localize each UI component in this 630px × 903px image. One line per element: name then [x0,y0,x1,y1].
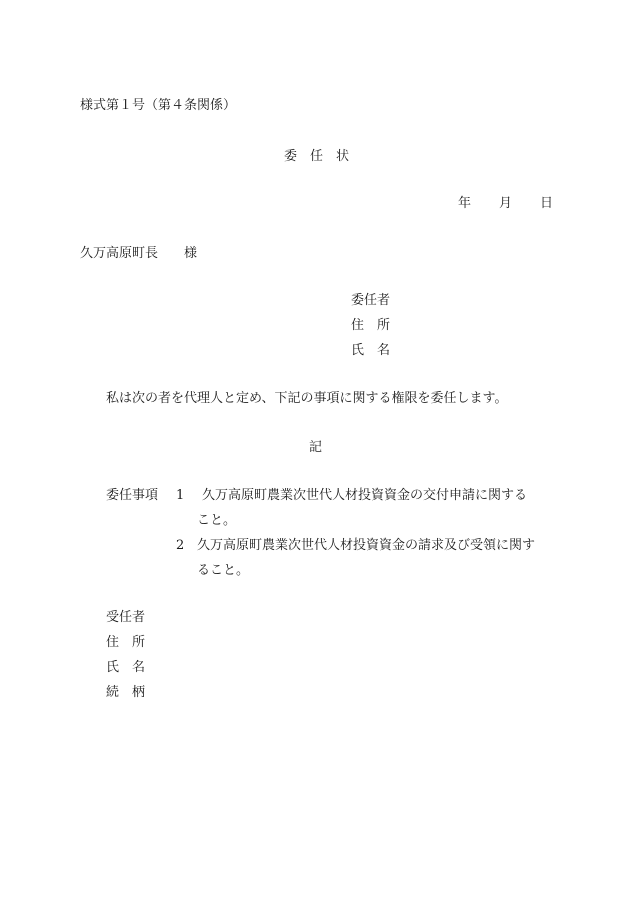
agent-heading: 受任者 [106,610,146,625]
addressee: 久万高原町長 様 [80,246,198,261]
delegated-matters-label: 委任事項 [106,488,159,503]
matter-text-line: 久万高原町農業次世代人材投資資金の交付申請に関する [202,488,528,503]
date-day-label: 日 [540,196,554,211]
matter-text-line: 久万高原町農業次世代人材投資資金の請求及び受領に関す [197,538,536,553]
delegator-heading: 委任者 [351,293,391,308]
delegator-name-label: 氏 名 [351,343,391,358]
matter-number: 1 [176,488,185,503]
delegation-statement: 私は次の者を代理人と定め、下記の事項に関する権限を委任します。 [106,391,508,406]
form-number: 様式第１号（第４条関係） [80,98,237,113]
delegator-address-label: 住 所 [351,318,391,333]
matter-text-line: ること。 [197,563,250,578]
agent-name-label: 氏 名 [106,660,146,675]
matter-number: 2 [176,538,185,553]
agent-address-label: 住 所 [106,635,146,650]
matter-text-line: こと。 [197,513,237,528]
ki-heading: 記 [309,440,323,455]
date-year-label: 年 [458,196,472,211]
document-title: 委 任 状 [284,149,350,164]
agent-relation-label: 続 柄 [106,685,146,700]
date-month-label: 月 [499,196,513,211]
